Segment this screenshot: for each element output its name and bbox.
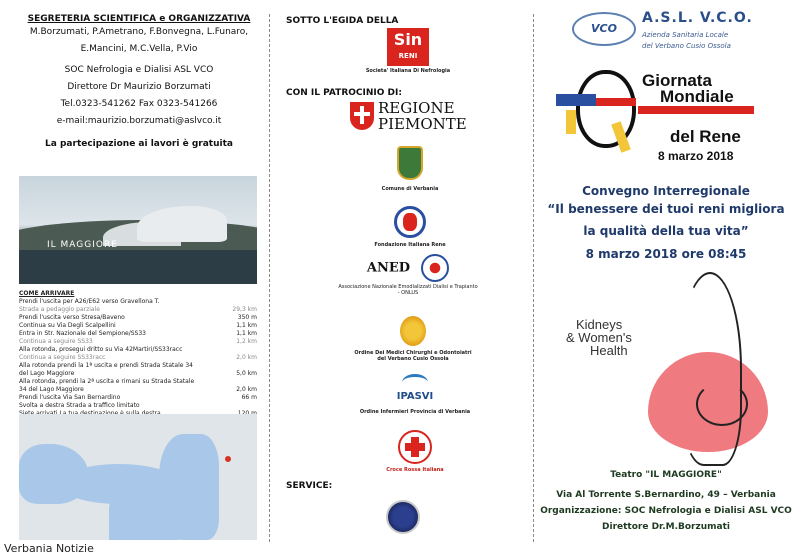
venue-photo-caption: IL MAGGIORE (47, 240, 118, 250)
direction-step-distance: 350 m (237, 314, 257, 321)
venue-photo (19, 176, 257, 284)
giornata-line-2: Mondiale (660, 87, 734, 106)
cri-logo-block (350, 430, 480, 473)
direction-step-text: del Lago Maggiore (19, 370, 75, 377)
left-column (14, 0, 264, 545)
direction-step (19, 378, 257, 386)
unit-name: SOC Nefrologia e Dialisi ASL VCO (64, 65, 214, 75)
ipasvi-swirl-icon (402, 374, 428, 391)
regione-shield-icon (350, 102, 374, 130)
direction-step (19, 402, 257, 410)
medici-caption-1: Ordine Dei Medici Chirurghi e Odontoiatri (354, 350, 472, 356)
direction-step (19, 386, 257, 394)
ipasvi-logo-block (350, 374, 480, 415)
direction-step-distance: 1,2 km (236, 338, 257, 345)
teatro-line: Teatro "IL MAGGIORE" (610, 470, 722, 480)
direction-step-text: Continua a seguire SS33racc (19, 354, 106, 361)
asl-vco-logo-icon: VCO (572, 12, 636, 46)
direction-step-distance: 2,0 km (236, 386, 257, 393)
service-logo-icon (386, 500, 420, 534)
organizzazione-line: Organizzazione: SOC Nefrologia e Dialisi ASL VCO (540, 506, 792, 516)
sin-caption: Societa' Italiana Di Nefrologia (365, 68, 451, 74)
direction-step (19, 314, 257, 322)
verbania-logo-block (350, 146, 470, 192)
direction-step-text: 34 del Lago Maggiore (19, 386, 84, 393)
giornata-date: 8 marzo 2018 (658, 149, 734, 163)
egida-heading: SOTTO L'EGIDA DELLA (286, 16, 399, 26)
verbania-crest-icon (397, 146, 423, 180)
director-line: Direttore Dr.M.Borzumati (602, 522, 730, 532)
red-bar-icon (638, 106, 754, 114)
direction-step (19, 394, 257, 402)
fir-logo-block (350, 206, 470, 248)
direction-step-text: Alla rotonda, prendi la 2ª uscita e rimani su Strada Statale (19, 378, 195, 385)
fold-divider-1 (269, 14, 270, 542)
direction-step-text: Prendi l'uscita verso Stresa/Baveno (19, 314, 125, 321)
map-pin-icon (225, 456, 231, 462)
regione-text-1: REGIONE (378, 99, 455, 117)
middle-column (278, 0, 528, 545)
direction-step (19, 362, 257, 370)
direction-step-distance: 5,0 km (236, 370, 257, 377)
medici-emblem-icon (400, 316, 426, 346)
ipasvi-caption: Ordine Infermieri Provincia di Verbania (359, 409, 471, 415)
direction-step-text: Prendi l'uscita per A26/E62 verso Gravellona T. (19, 298, 160, 305)
medici-caption-2: del Verbano Cusio Ossola (377, 356, 449, 362)
convegno-line-3: la qualità della tua vita” (583, 224, 749, 238)
directions-title: COME ARRIVARE (19, 290, 75, 297)
asl-subtitle-1: Azienda Sanitaria Locale (642, 31, 729, 39)
direction-step-text: Entra in Str. Nazionale del Sempione/SS33 (19, 330, 146, 337)
fold-divider-2 (533, 14, 534, 542)
aned-logo-block (338, 254, 478, 296)
sin-logo-block (338, 28, 478, 74)
fir-caption: Fondazione Italiana Rene (374, 242, 446, 248)
cri-caption: Croce Rossa Italiana (386, 467, 444, 473)
organizer-names-1: M.Borzumati, P.Ametrano, F.Bonvegna, L.Funaro, (29, 27, 249, 37)
direction-step-text: Strada a pedaggio parziale (19, 306, 100, 313)
direction-step-text: Prendi l'uscita Via San Bernardino (19, 394, 121, 401)
ipasvi-text: IPASVI (396, 391, 434, 402)
direction-step-text: Continua a seguire SS33 (19, 338, 93, 345)
aned-emblem-icon (421, 254, 449, 282)
direction-step (19, 354, 257, 362)
world-kidney-day-logo-icon (556, 70, 646, 160)
direction-step (19, 346, 257, 354)
direction-step-distance: 1,1 km (236, 322, 257, 329)
kidney-woman-illustration-icon (596, 272, 786, 462)
director-name: Direttore Dr Maurizio Borzumati (67, 82, 211, 92)
direction-step-text: Svolta a destra Strada a traffico limitato (19, 402, 140, 409)
direction-step (19, 338, 257, 346)
aned-caption: Associazione Nazionale Emodializzati Dialisi e Trapianto - ONLUS (338, 284, 478, 296)
direction-step-text: Alla rotonda prendi la 1ª uscita e prendi Strada Statale 34 (19, 362, 193, 369)
watermark: Verbania Notizie (4, 542, 94, 555)
free-participation-note: La partecipazione ai lavori è gratuita (45, 139, 233, 149)
sin-logo: Sin RENI (387, 28, 429, 66)
verbania-caption: Comune di Verbania (381, 186, 439, 192)
kidneys-line-3: Health (590, 343, 628, 358)
aned-text: ANED (366, 260, 411, 276)
regione-text-2: PIEMONTE (378, 115, 467, 133)
organizer-names-2: E.Mancini, M.C.Vella, P.Vio (80, 44, 198, 54)
direction-step (19, 330, 257, 338)
red-cross-icon (398, 430, 432, 464)
kidneys-line-1: Kidneys (576, 317, 623, 332)
location-map[interactable] (19, 414, 257, 540)
direction-step (19, 306, 257, 314)
email-address[interactable]: e-mail:maurizio.borzumati@aslvco.it (56, 116, 222, 126)
medici-logo-block (338, 316, 488, 362)
convegno-line-2: “Il benessere dei tuoi reni migliora (547, 202, 785, 216)
service-heading: SERVICE: (286, 481, 333, 491)
direction-step (19, 370, 257, 378)
direction-step-text: Continua su Via Degli Scalpellini (19, 322, 116, 329)
convegno-line-4: 8 marzo 2018 ore 08:45 (585, 247, 747, 261)
regione-piemonte-logo (350, 100, 480, 134)
direction-step-distance: 2,0 km (236, 354, 257, 361)
direction-step-distance: 29,3 km (232, 306, 257, 313)
fir-kidney-icon (394, 206, 426, 238)
direction-step-distance: 1,1 km (236, 330, 257, 337)
asl-subtitle-2: del Verbano Cusio Ossola (642, 42, 731, 50)
venue-address: Via Al Torrente S.Bernardino, 49 – Verbania (556, 490, 776, 500)
asl-title: A.S.L. V.C.O. (642, 10, 753, 26)
giornata-line-3: del Rene (670, 127, 741, 146)
patrocinio-heading: CON IL PATROCINIO DI: (286, 88, 402, 98)
direction-step (19, 322, 257, 330)
direction-step (19, 298, 257, 306)
phone-fax: Tel.0323-541262 Fax 0323-541266 (60, 99, 218, 109)
kidneys-line-2: & Women's (566, 330, 632, 345)
convegno-line-1: Convegno Interregionale (582, 184, 750, 198)
right-column (538, 0, 794, 545)
direction-step-text: Alla rotonda, prosegui dritto su Via 42Martiri/SS33racc (19, 346, 183, 353)
giornata-line-1: Giornata (642, 71, 712, 90)
secretariat-heading: SEGRETERIA SCIENTIFICA e ORGANIZZATIVA (27, 14, 251, 24)
direction-step-distance: 66 m (241, 394, 257, 401)
